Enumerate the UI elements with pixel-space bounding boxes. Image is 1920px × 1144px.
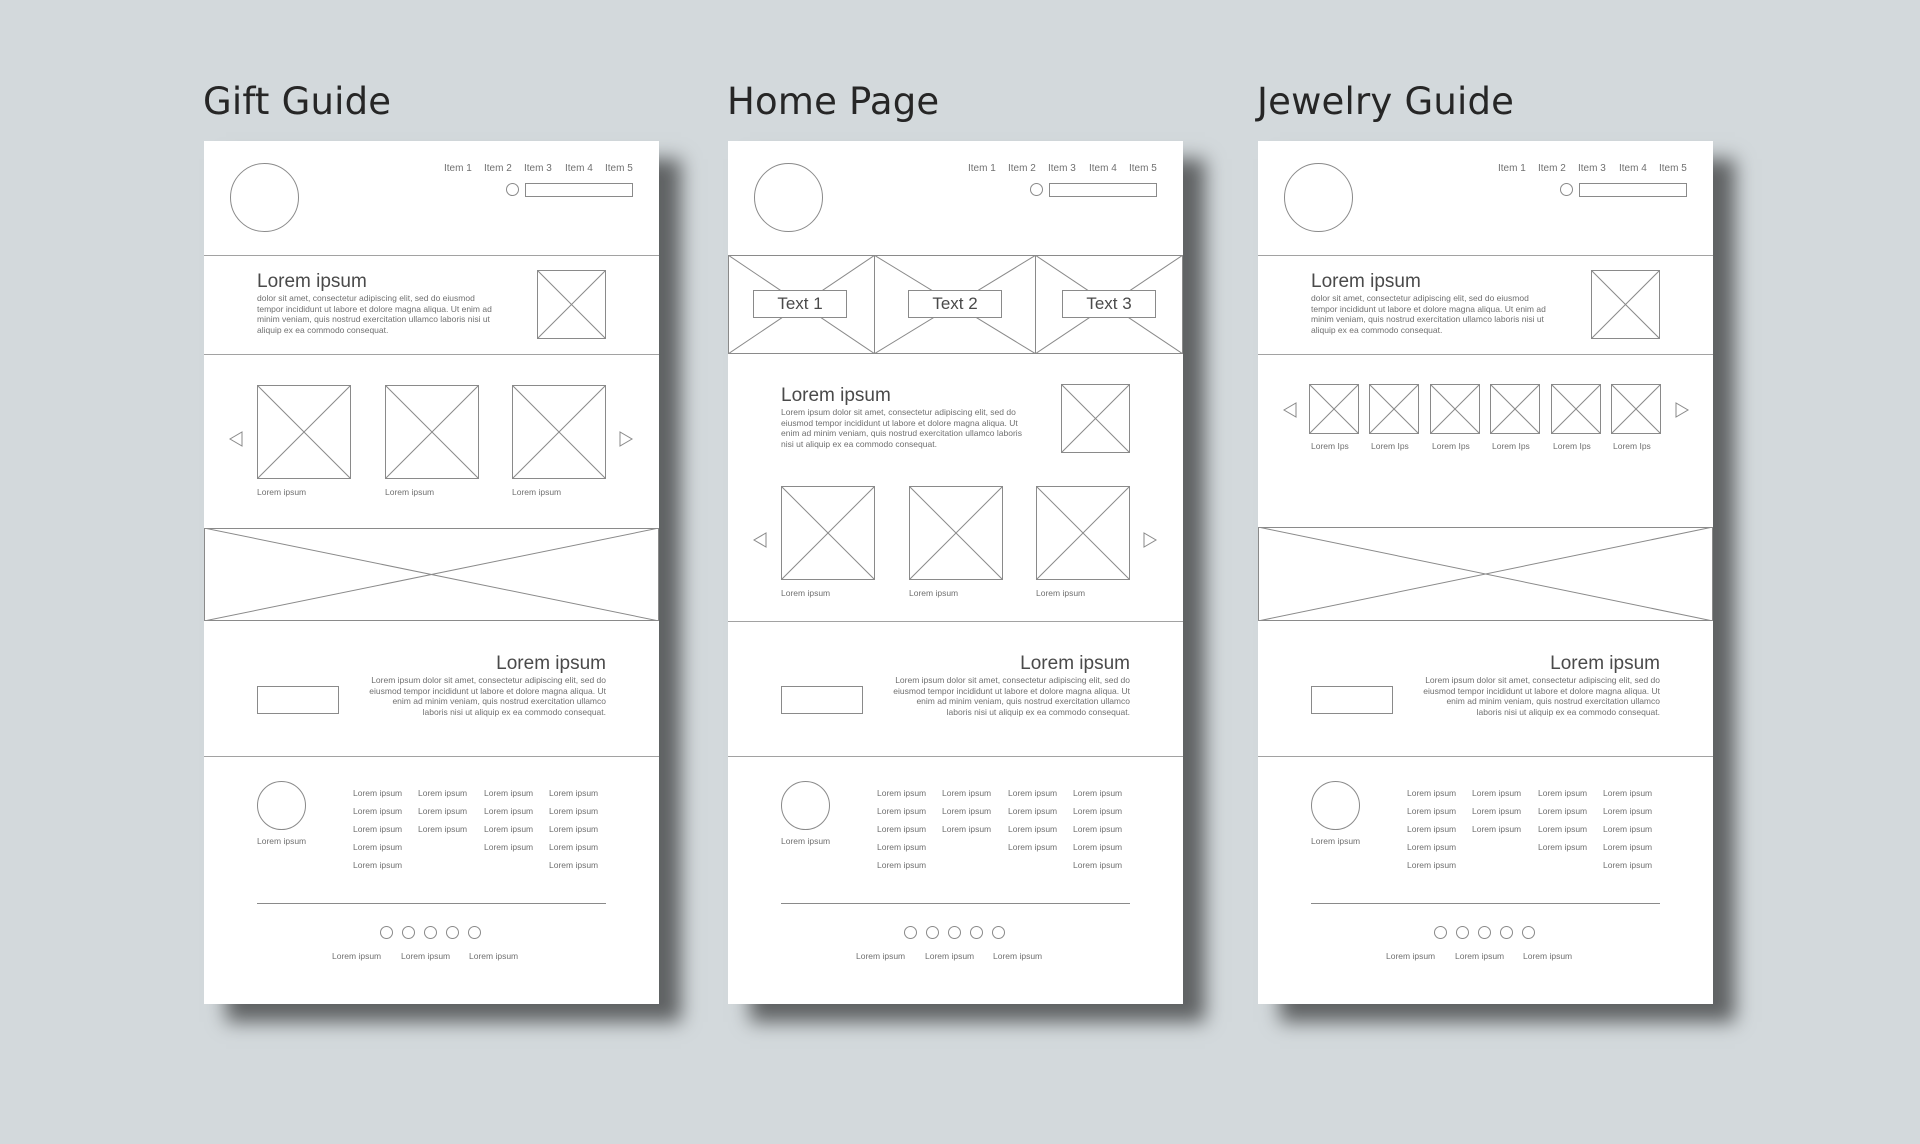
- promo-heading: Lorem ipsum: [1020, 653, 1130, 674]
- bottom-link[interactable]: Lorem ipsum: [993, 951, 1043, 961]
- pagination-dot[interactable]: [992, 926, 1005, 939]
- footer-link[interactable]: Lorem ipsum: [484, 806, 534, 816]
- footer-link[interactable]: Lorem ipsum: [1073, 860, 1123, 870]
- footer-link[interactable]: Lorem ipsum: [1008, 824, 1058, 834]
- product-caption: Lorem ipsum: [385, 487, 435, 497]
- product-thumb-caption: Lorem Ips: [1553, 441, 1591, 451]
- search-icon[interactable]: [1560, 183, 1573, 196]
- pagination-dot[interactable]: [1434, 926, 1447, 939]
- product-thumb-placeholder[interactable]: [1490, 384, 1540, 434]
- logo-placeholder[interactable]: [754, 163, 823, 232]
- pagination-dot[interactable]: [1500, 926, 1513, 939]
- footer-link[interactable]: Lorem ipsum: [1008, 788, 1058, 798]
- nav-item-4[interactable]: Item 4: [565, 163, 593, 174]
- footer-link[interactable]: Lorem ipsum: [1407, 788, 1457, 798]
- nav-item-5[interactable]: Item 5: [1129, 163, 1157, 174]
- search-icon[interactable]: [506, 183, 519, 196]
- footer-link[interactable]: Lorem ipsum: [484, 788, 534, 798]
- product-image-placeholder[interactable]: [1036, 486, 1130, 580]
- footer-link[interactable]: Lorem ipsum: [1538, 842, 1588, 852]
- section-divider: [204, 354, 659, 355]
- logo-placeholder[interactable]: [1284, 163, 1353, 232]
- product-image-placeholder[interactable]: [385, 385, 479, 479]
- section-divider: [728, 621, 1183, 622]
- product-thumb-caption: Lorem Ips: [1432, 441, 1470, 451]
- footer-link[interactable]: Lorem ipsum: [1538, 788, 1588, 798]
- intro-heading: Lorem ipsum: [257, 271, 367, 292]
- bottom-link[interactable]: Lorem ipsum: [1386, 951, 1436, 961]
- promo-heading: Lorem ipsum: [1550, 653, 1660, 674]
- footer-link[interactable]: Lorem ipsum: [877, 824, 927, 834]
- product-thumb-caption: Lorem Ips: [1613, 441, 1651, 451]
- wireframe-gift-guide: [204, 141, 659, 1004]
- footer-link[interactable]: Lorem ipsum: [1407, 860, 1457, 870]
- nav-item-1[interactable]: Item 1: [444, 163, 472, 174]
- nav-item-2[interactable]: Item 2: [1538, 163, 1566, 174]
- wireframe-title-home-page: Home Page: [727, 80, 940, 123]
- product-image-placeholder[interactable]: [257, 385, 351, 479]
- intro-text: Lorem ipsum dolor sit amet, consectetur adipiscing elit, sed do eiusmod tempor incididunt ut labore et dolore magna aliqua. Ut enim ad minim veniam, quis nostrud exercitation ullamco laboris nisi ut aliquip ex ea commodo consequat.: [781, 407, 1022, 449]
- footer-link[interactable]: Lorem ipsum: [484, 842, 534, 852]
- banner-image-placeholder: [1258, 527, 1713, 621]
- bottom-link[interactable]: Lorem ipsum: [1455, 951, 1505, 961]
- footer-link[interactable]: Lorem ipsum: [942, 788, 992, 798]
- banner-image-placeholder: [204, 528, 659, 621]
- hero-text-2[interactable]: Text 2: [908, 290, 1002, 318]
- section-divider: [1258, 354, 1713, 355]
- footer-divider: [1311, 903, 1660, 904]
- footer-divider: [781, 903, 1130, 904]
- pagination-dot[interactable]: [926, 926, 939, 939]
- footer-link[interactable]: Lorem ipsum: [353, 860, 403, 870]
- wireframe-title-gift-guide: Gift Guide: [203, 80, 392, 123]
- bottom-link[interactable]: Lorem ipsum: [401, 951, 451, 961]
- nav-item-2[interactable]: Item 2: [1008, 163, 1036, 174]
- product-caption: Lorem ipsum: [257, 487, 307, 497]
- footer-link[interactable]: Lorem ipsum: [353, 806, 403, 816]
- nav-item-2[interactable]: Item 2: [484, 163, 512, 174]
- nav-item-5[interactable]: Item 5: [605, 163, 633, 174]
- nav-item-1[interactable]: Item 1: [1498, 163, 1526, 174]
- footer-link[interactable]: Lorem ipsum: [1603, 842, 1653, 852]
- cta-button-placeholder[interactable]: [1311, 686, 1393, 714]
- intro-text: dolor sit amet, consectetur adipiscing elit, sed do eiusmod tempor incididunt ut labore et dolore magna aliqua. Ut enim ad minim veniam, quis nostrud exercitation ullamco laboris nisi ut aliquip ex ea commodo consequat.: [1311, 293, 1546, 335]
- image-placeholder: [537, 270, 606, 339]
- footer-link[interactable]: Lorem ipsum: [1073, 806, 1123, 816]
- footer-link[interactable]: Lorem ipsum: [549, 806, 599, 816]
- hero-text-3[interactable]: Text 3: [1062, 290, 1156, 318]
- footer-link[interactable]: Lorem ipsum: [1407, 806, 1457, 816]
- section-divider: [728, 756, 1183, 757]
- footer-link[interactable]: Lorem ipsum: [877, 860, 927, 870]
- section-divider: [1258, 756, 1713, 757]
- nav-item-4[interactable]: Item 4: [1619, 163, 1647, 174]
- bottom-link[interactable]: Lorem ipsum: [332, 951, 382, 961]
- footer-link[interactable]: Lorem ipsum: [549, 860, 599, 870]
- search-input[interactable]: [525, 183, 633, 197]
- footer-link[interactable]: Lorem ipsum: [353, 842, 403, 852]
- footer-divider: [257, 903, 606, 904]
- bottom-link[interactable]: Lorem ipsum: [1523, 951, 1573, 961]
- pagination-dot[interactable]: [446, 926, 459, 939]
- footer-avatar[interactable]: [1311, 781, 1360, 830]
- footer-avatar-caption: Lorem ipsum: [781, 836, 831, 846]
- footer-link[interactable]: Lorem ipsum: [484, 824, 534, 834]
- hero-text-1[interactable]: Text 1: [753, 290, 847, 318]
- promo-text: Lorem ipsum dolor sit amet, consectetur adipiscing elit, sed do eiusmod tempor incididunt ut labore et dolore magna aliqua. Ut enim ad minim veniam, quis nostrud exercitation ullamco laboris nisi ut aliquip ex ea commodo consequat.: [893, 675, 1130, 717]
- nav-item-3[interactable]: Item 3: [1048, 163, 1076, 174]
- nav-item-5[interactable]: Item 5: [1659, 163, 1687, 174]
- product-thumb-caption: Lorem Ips: [1492, 441, 1530, 451]
- pagination-dot[interactable]: [970, 926, 983, 939]
- product-caption: Lorem ipsum: [512, 487, 562, 497]
- cta-button-placeholder[interactable]: [257, 686, 339, 714]
- footer-avatar[interactable]: [257, 781, 306, 830]
- pagination-dot[interactable]: [424, 926, 437, 939]
- footer-link[interactable]: Lorem ipsum: [1472, 788, 1522, 798]
- nav-item-3[interactable]: Item 3: [524, 163, 552, 174]
- footer-link[interactable]: Lorem ipsum: [1472, 824, 1522, 834]
- product-caption: Lorem ipsum: [1036, 588, 1086, 598]
- image-placeholder: [1591, 270, 1660, 339]
- footer-link[interactable]: Lorem ipsum: [418, 806, 468, 816]
- footer-avatar-caption: Lorem ipsum: [1311, 836, 1361, 846]
- product-thumb-placeholder[interactable]: [1369, 384, 1419, 434]
- footer-link[interactable]: Lorem ipsum: [549, 842, 599, 852]
- pagination-dot[interactable]: [904, 926, 917, 939]
- wireframe-jewelry-guide: [1258, 141, 1713, 1004]
- footer-link[interactable]: Lorem ipsum: [942, 824, 992, 834]
- image-placeholder: [1061, 384, 1130, 453]
- footer-link[interactable]: Lorem ipsum: [1008, 842, 1058, 852]
- wireframe-title-jewelry-guide: Jewelry Guide: [1257, 80, 1515, 123]
- footer-link[interactable]: Lorem ipsum: [1603, 860, 1653, 870]
- pagination-dot[interactable]: [468, 926, 481, 939]
- bottom-link[interactable]: Lorem ipsum: [469, 951, 519, 961]
- section-divider: [1258, 255, 1713, 256]
- pagination-dot[interactable]: [402, 926, 415, 939]
- footer-link[interactable]: Lorem ipsum: [549, 788, 599, 798]
- footer-link[interactable]: Lorem ipsum: [877, 788, 927, 798]
- search-input[interactable]: [1579, 183, 1687, 197]
- nav-item-3[interactable]: Item 3: [1578, 163, 1606, 174]
- bottom-link[interactable]: Lorem ipsum: [856, 951, 906, 961]
- section-divider: [204, 255, 659, 256]
- wireframe-home-page: [728, 141, 1183, 1004]
- footer-link[interactable]: Lorem ipsum: [1603, 788, 1653, 798]
- promo-text: Lorem ipsum dolor sit amet, consectetur adipiscing elit, sed do eiusmod tempor incididunt ut labore et dolore magna aliqua. Ut enim ad minim veniam, quis nostrud exercitation ullamco laboris nisi ut aliquip ex ea commodo consequat.: [369, 675, 606, 717]
- footer-avatar-caption: Lorem ipsum: [257, 836, 307, 846]
- intro-heading: Lorem ipsum: [781, 385, 891, 406]
- footer-link[interactable]: Lorem ipsum: [1472, 806, 1522, 816]
- product-image-placeholder[interactable]: [909, 486, 1003, 580]
- footer-link[interactable]: Lorem ipsum: [1008, 806, 1058, 816]
- footer-link[interactable]: Lorem ipsum: [1538, 824, 1588, 834]
- footer-avatar[interactable]: [781, 781, 830, 830]
- pagination-dot[interactable]: [948, 926, 961, 939]
- search-input[interactable]: [1049, 183, 1157, 197]
- footer-link[interactable]: Lorem ipsum: [418, 824, 468, 834]
- bottom-link[interactable]: Lorem ipsum: [925, 951, 975, 961]
- product-image-placeholder[interactable]: [512, 385, 606, 479]
- search-icon[interactable]: [1030, 183, 1043, 196]
- footer-link[interactable]: Lorem ipsum: [877, 806, 927, 816]
- product-thumb-placeholder[interactable]: [1611, 384, 1661, 434]
- product-thumb-caption: Lorem Ips: [1311, 441, 1349, 451]
- footer-link[interactable]: Lorem ipsum: [353, 788, 403, 798]
- product-thumb-placeholder[interactable]: [1309, 384, 1359, 434]
- product-thumb-placeholder[interactable]: [1551, 384, 1601, 434]
- product-image-placeholder[interactable]: [781, 486, 875, 580]
- pagination-dot[interactable]: [1522, 926, 1535, 939]
- footer-link[interactable]: Lorem ipsum: [1073, 788, 1123, 798]
- footer-link[interactable]: Lorem ipsum: [418, 788, 468, 798]
- nav-item-1[interactable]: Item 1: [968, 163, 996, 174]
- pagination-dot[interactable]: [380, 926, 393, 939]
- logo-placeholder[interactable]: [230, 163, 299, 232]
- footer-link[interactable]: Lorem ipsum: [877, 842, 927, 852]
- intro-text: dolor sit amet, consectetur adipiscing elit, sed do eiusmod tempor incididunt ut labore et dolore magna aliqua. Ut enim ad minim veniam, quis nostrud exercitation ullamco laboris nisi ut aliquip ex ea commodo consequat.: [257, 293, 492, 335]
- footer-link[interactable]: Lorem ipsum: [1073, 842, 1123, 852]
- product-thumb-caption: Lorem Ips: [1371, 441, 1409, 451]
- footer-link[interactable]: Lorem ipsum: [1603, 824, 1653, 834]
- footer-link[interactable]: Lorem ipsum: [1073, 824, 1123, 834]
- footer-link[interactable]: Lorem ipsum: [549, 824, 599, 834]
- section-divider: [204, 756, 659, 757]
- cta-button-placeholder[interactable]: [781, 686, 863, 714]
- pagination-dot[interactable]: [1456, 926, 1469, 939]
- product-caption: Lorem ipsum: [909, 588, 959, 598]
- intro-heading: Lorem ipsum: [1311, 271, 1421, 292]
- footer-link[interactable]: Lorem ipsum: [1407, 824, 1457, 834]
- pagination-dot[interactable]: [1478, 926, 1491, 939]
- footer-link[interactable]: Lorem ipsum: [1603, 806, 1653, 816]
- footer-link[interactable]: Lorem ipsum: [942, 806, 992, 816]
- promo-text: Lorem ipsum dolor sit amet, consectetur adipiscing elit, sed do eiusmod tempor incididunt ut labore et dolore magna aliqua. Ut enim ad minim veniam, quis nostrud exercitation ullamco laboris nisi ut aliquip ex ea commodo consequat.: [1423, 675, 1660, 717]
- product-thumb-placeholder[interactable]: [1430, 384, 1480, 434]
- nav-item-4[interactable]: Item 4: [1089, 163, 1117, 174]
- footer-link[interactable]: Lorem ipsum: [1407, 842, 1457, 852]
- footer-link[interactable]: Lorem ipsum: [1538, 806, 1588, 816]
- promo-heading: Lorem ipsum: [496, 653, 606, 674]
- footer-link[interactable]: Lorem ipsum: [353, 824, 403, 834]
- product-caption: Lorem ipsum: [781, 588, 831, 598]
